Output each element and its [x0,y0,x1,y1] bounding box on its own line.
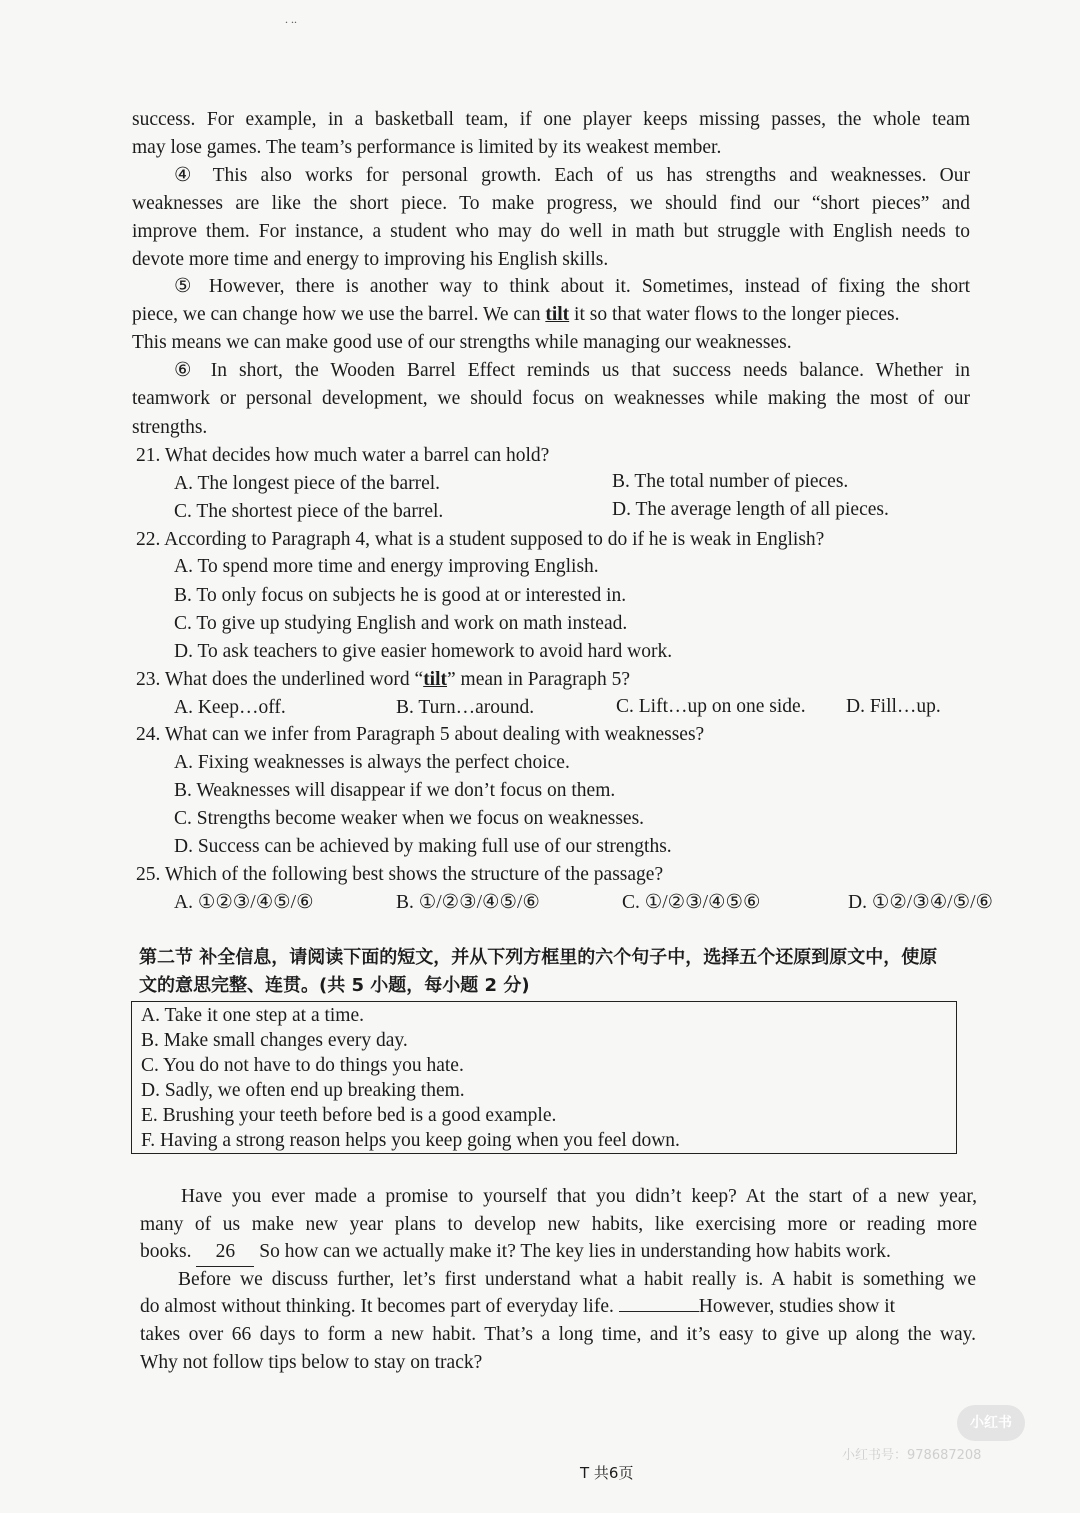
underlined-word-tilt: tilt [545,304,570,325]
paragraph-4-line: ④ This also works for personal growth. Each of us has strengths and weaknesses. Our [174,165,970,186]
question-22-stem: 22. According to Paragraph 4, what is a student supposed to do if he is weak in English? [136,529,825,550]
passage-2-line: Why not follow tips below to stay on track? [140,1352,483,1373]
question-22-option-c: C. To give up studying English and work on math instead. [174,613,628,634]
page-footer: T 共6页 [580,1464,634,1482]
paragraph-4-line: improve them. For instance, a student who may do well in math but struggle with English needs to [132,221,970,242]
question-25-option-a: A. ①②③/④⑤/⑥ [174,892,314,913]
question-21-option-b: B. The total number of pieces. [612,471,849,492]
passage-2-line: Have you ever made a promise to yourself that you didn’t keep? At the start of a new year, [181,1186,977,1207]
box-option-a: A. Take it one step at a time. [141,1005,365,1026]
question-22-option-d: D. To ask teachers to give easier homework to avoid hard work. [174,641,673,662]
question-23-option-c: C. Lift…up on one side. [616,696,806,717]
question-23-option-d: D. Fill…up. [846,696,941,717]
paragraph-4-line: weaknesses are like the short piece. To make progress, we should find our “short pieces” and [132,193,970,214]
box-option-c: C. You do not have to do things you hate. [141,1055,464,1076]
paragraph-6-line: ⑥ In short, the Wooden Barrel Effect reminds us that success needs balance. Whether in [174,360,970,381]
passage-line: success. For example, in a basketball team, if one player keeps missing passes, the whole team [132,109,970,130]
question-22-option-a: A. To spend more time and energy improving English. [174,556,599,577]
passage-2-line: many of us make new year plans to develop new habits, like exercising more or reading more [140,1214,977,1235]
question-23-option-a: A. Keep…off. [174,697,286,718]
text-run: So how can we actually make it? The key lies in understanding how habits work. [254,1241,891,1262]
question-23-option-b: B. Turn…around. [396,697,535,718]
question-23-stem [136,666,630,694]
question-24-option-a: A. Fixing weaknesses is always the perfect choice. [174,752,570,773]
text-run: However, studies show it [698,1296,896,1317]
text-run: 23. What does the underlined word “ [136,669,424,690]
paragraph-5-line [132,301,970,329]
text-run: piece, we can change how we use the barrel. We can [132,304,546,325]
question-25-option-d: D. ①②/③④/⑤/⑥ [848,892,993,913]
question-24-stem: 24. What can we infer from Paragraph 5 about dealing with weaknesses? [136,724,705,745]
question-25-option-b: B. ①/②③/④⑤/⑥ [396,892,540,913]
box-option-e: E. Brushing your teeth before bed is a good example. [141,1105,557,1126]
question-25-option-c: C. ①/②③/④⑤⑥ [622,892,761,913]
text-run: ” mean in Paragraph 5? [447,669,631,690]
watermark-logo: 小红书 [957,1405,1025,1441]
question-21-option-c: C. The shortest piece of the barrel. [174,501,444,522]
box-option-f: F. Having a strong reason helps you keep going when you feel down. [141,1130,680,1151]
watermark-id: 小红书号：978687208 [842,1448,982,1463]
paragraph-6-line: teamwork or personal development, we should focus on weaknesses while making the most of our [132,388,970,409]
passage-2-line [140,1238,891,1267]
box-option-d: D. Sadly, we often end up breaking them. [141,1080,465,1101]
underlined-word-tilt: tilt [423,669,448,690]
paragraph-4-line: devote more time and energy to improving his English skills. [132,249,609,270]
question-21-option-d: D. The average length of all pieces. [612,499,889,520]
question-24-option-c: C. Strengths become weaker when we focus on weaknesses. [174,808,645,829]
question-24-option-d: D. Success can be achieved by making full use of our strengths. [174,836,672,857]
question-21-stem: 21. What decides how much water a barrel can hold? [136,445,550,466]
section-2-heading: 文的意思完整、连贯。(共 5 小题，每小题 2 分) [139,975,530,996]
section-2-heading: 第二节 补全信息，请阅读下面的短文，并从下列方框里的六个句子中，选择五个还原到原文中，使原 [139,947,938,968]
paragraph-6-line: strengths. [132,417,208,438]
text-run: do almost without thinking. It becomes part of everyday life. [140,1296,619,1317]
text-run: it so that water flows to the longer pieces. [569,304,900,325]
scan-specks: . .. [285,12,297,26]
question-25-stem: 25. Which of the following best shows the structure of the passage? [136,864,664,885]
text-run: books. [140,1241,197,1262]
passage-2-line [140,1293,895,1321]
question-21-option-a: A. The longest piece of the barrel. [174,473,441,494]
passage-2-line: takes over 66 days to form a new habit. That’s a long time, and it’s easy to give up along the way. [140,1324,976,1345]
passage-2-line: Before we discuss further, let’s first understand what a habit really is. A habit is something we [178,1269,976,1290]
question-22-option-b: B. To only focus on subjects he is good at or interested in. [174,585,627,606]
passage-line: may lose games. The team’s performance is limited by its weakest member. [132,137,722,158]
paragraph-5-line: This means we can make good use of our strengths while managing our weaknesses. [132,332,792,353]
blank-27[interactable] [619,1311,699,1312]
paragraph-5-line: ⑤ However, there is another way to think about it. Sometimes, instead of fixing the short [174,276,970,297]
question-24-option-b: B. Weaknesses will disappear if we don’t focus on them. [174,780,616,801]
box-option-b: B. Make small changes every day. [141,1030,408,1051]
blank-26[interactable]: 26 [196,1238,254,1267]
